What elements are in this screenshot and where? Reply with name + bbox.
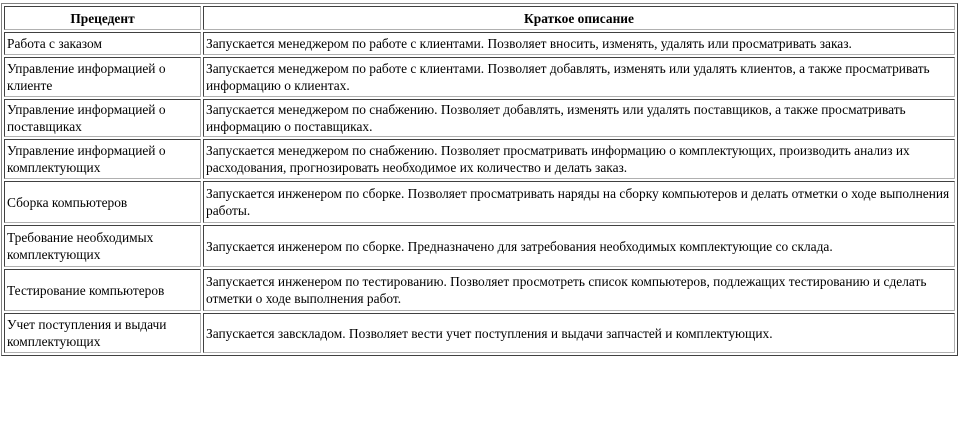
- description-cell: Запускается менеджером по снабжению. Позволяет добавлять, изменять или удалять поставщиков, а также просматривать информацию о поставщиках.: [203, 99, 955, 137]
- table-row: [4, 181, 955, 223]
- description-cell: Запускается менеджером по снабжению. Позволяет просматривать информацию о комплектующих, производить анализ их расходования, прогнозировать необходимое их количество и делать заказ.: [203, 139, 955, 179]
- precedent-cell: Работа с заказом: [4, 32, 201, 55]
- description-cell: Запускается менеджером по работе с клиентами. Позволяет вносить, изменять, удалять или просматривать заказ.: [203, 32, 955, 55]
- header-precedent: Прецедент: [4, 6, 201, 30]
- table-row: [4, 313, 955, 353]
- description-cell: Запускается инженером по тестированию. Позволяет просмотреть список компьютеров, подлежащих тестированию и сделать отметки о ходе выполнения работ.: [203, 269, 955, 311]
- description-cell: Запускается инженером по сборке. Предназначено для затребования необходимых комплектующие со склада.: [203, 225, 955, 267]
- description-cell: Запускается менеджером по работе с клиентами. Позволяет добавлять, изменять или удалять клиентов, а также просматривать информацию о клиентах.: [203, 57, 955, 97]
- table-row: [4, 99, 955, 137]
- description-cell: Запускается завскладом. Позволяет вести учет поступления и выдачи запчастей и комплектующих.: [203, 313, 955, 353]
- table-header-row: [4, 6, 955, 30]
- description-cell: Запускается инженером по сборке. Позволяет просматривать наряды на сборку компьютеров и делать отметки о ходе выполнения работы.: [203, 181, 955, 223]
- table-row: [4, 57, 955, 97]
- precedent-cell: Управление информацией о комплектующих: [4, 139, 201, 179]
- use-case-table-container: [1, 3, 958, 356]
- precedent-cell: Управление информацией о клиенте: [4, 57, 201, 97]
- table-row: [4, 32, 955, 55]
- precedent-cell: Сборка компьютеров: [4, 181, 201, 223]
- table-row: [4, 269, 955, 311]
- table-row: [4, 139, 955, 179]
- precedent-cell: Управление информацией о поставщиках: [4, 99, 201, 137]
- precedent-cell: Учет поступления и выдачи комплектующих: [4, 313, 201, 353]
- precedent-cell: Тестирование компьютеров: [4, 269, 201, 311]
- table-row: [4, 225, 955, 267]
- use-case-table: [1, 3, 958, 356]
- header-description: Краткое описание: [203, 6, 955, 30]
- precedent-cell: Требование необходимых комплектующих: [4, 225, 201, 267]
